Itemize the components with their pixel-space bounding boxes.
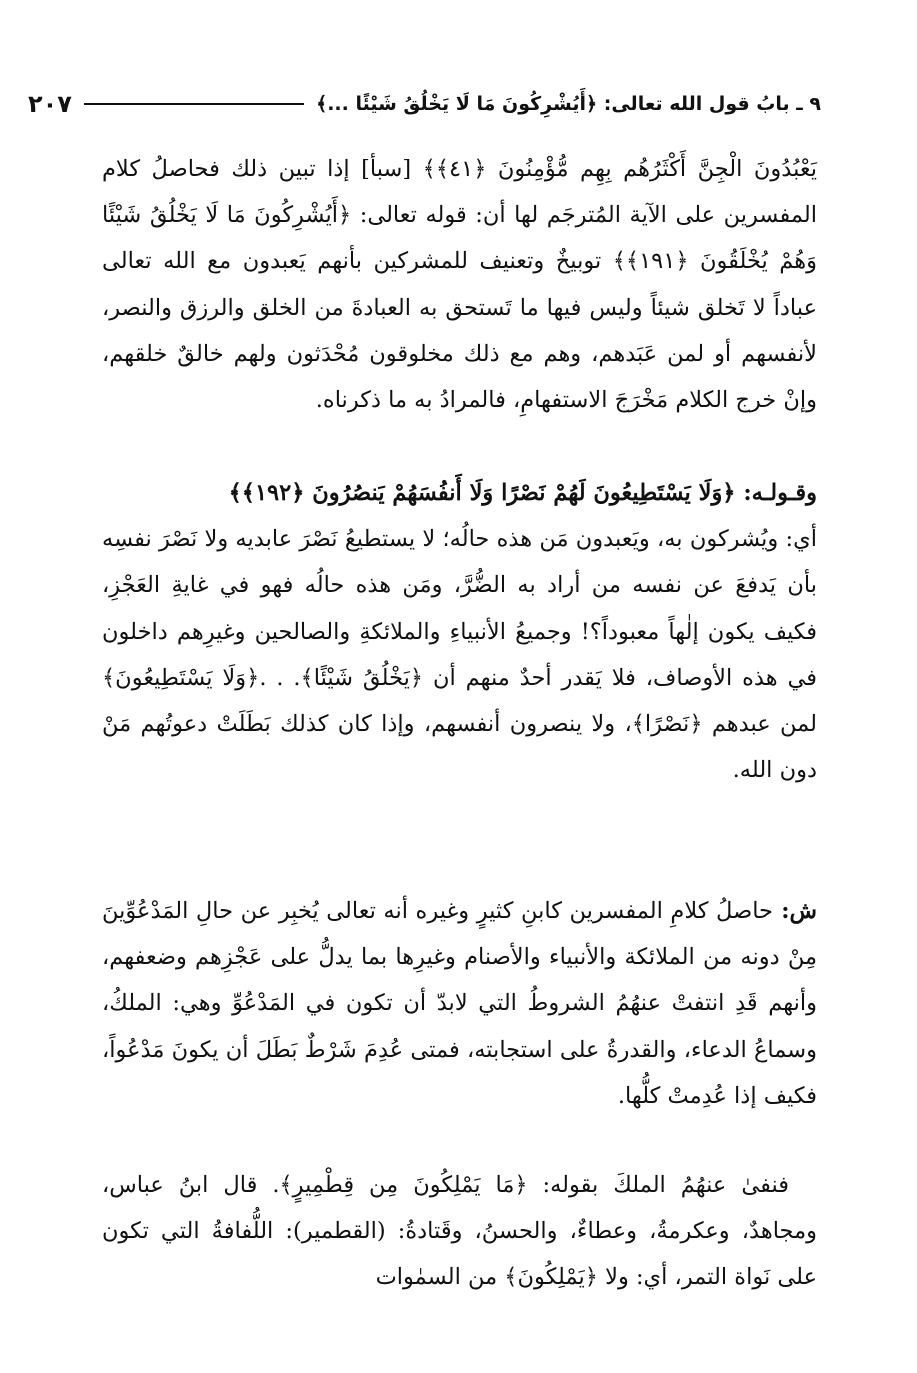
verse-text: ﴿وَلَا يَسْتَطِيعُونَ لَهُمْ نَصْرًا وَلَا أَنفُسَهُمْ يَنصُرُونَ ﴿١٩٢﴾﴾ [228,480,736,506]
verse-lead: وقـولـه: [735,480,817,506]
page-header [28,82,821,126]
running-head: ٩ ـ بابُ قول الله تعالى: ﴿أَيُشْرِكُونَ مَا لَا يَخْلُقُ شَيْئًا ...﴾ [316,93,821,115]
paragraph-4-text: فنفىٰ عنهُمُ الملكَ بقوله: ﴿مَا يَمْلِكُونَ مِن قِطْمِيرٍ﴾. قال ابنُ عباس، ومجاهدٌ، وعكرمةُ، وعطاءٌ، والحسنُ، وقَتادةُ: (القطمير): اللُّفافةُ التي تكون على نَواة التمر، أي: ولا ﴿يَمْلِكُونَ﴾ من السمٰوات [102,1172,817,1291]
paragraph-1-text: يَعْبُدُونَ الْجِنَّ أَكْثَرُهُم بِهِم مُّؤْمِنُونَ ﴿٤١﴾﴾ [سبأ] إذا تبين ذلك فحاصلُ كلام المفسرين على الآية المُترجَم لها أن: قوله تعالى: ﴿أَيُشْرِكُونَ مَا لَا يَخْلُقُ شَيْئًا وَهُمْ يُخْلَقُونَ ﴿١٩١﴾﴾ توبيخٌ وتعنيف للمشركين بأنهم يَعبدون مع الله تعالى عباداً لا تَخلق شيئاً وليس فيها ما تَستحق به العبادةَ من الخلق والرزق والنصر، لأنفسهم أو لمن عَبَدهم، وهم مع ذلك مخلوقون مُحْدَثون ولهم خالقٌ خلقهم، وإنْ خرج الكلام مَخْرَجَ الاستفهامِ، فالمرادُ به ما ذكرناه. [102,156,817,414]
verse-line [102,470,817,516]
commentary-body: حاصلُ كلامِ المفسرين كابنِ كثيرٍ وغيره أنه تعالى يُخبِر عن حالِ المَدْعُوِّينَ مِنْ دونه من الملائكة والأنبياء والأصنام وغيرِها بما يدلُّ على عَجْزِهم وضعفهم، وأنهم قَدِ انتفتْ عنهُمُ الشروطُ التي لابدّ أن تكون في المَدْعُوِّ وهي: الملكُ، وسماعُ الدعاء، والقدرةُ على استجابته، فمتى عُدِمَ شَرْطٌ بَطَلَ أن يكونَ مَدْعُواً، فكيف إذا عُدِمتْ كلُّها. [102,898,817,1109]
paragraph-1 [102,146,817,423]
paragraph-4 [102,1162,817,1301]
paragraph-2-text: أي: ويُشركون به، ويَعبدون مَن هذه حالُه؛ لا يستطيعُ نَصْرَ عابديه ولا نَصْرَ نفسِه بأن يَدفعَ عن نفسه من أراد به الضُّرَّ، ومَن هذه حالُه فهو في غايةِ العَجْزِ، فكيف يكون إلٰهاً معبوداً؟! وجميعُ الأنبياءِ والملائكةِ والصالحين وغيرِهم داخلون في هذه الأوصاف، فلا يَقدر أحدٌ منهم أن ﴿يَخْلُقُ شَيْئًا﴾. . .﴿وَلَا يَسْتَطِيعُونَ﴾ لمن عبدهم ﴿نَصْرًا﴾، ولا ينصرون أنفسهم، وإذا كان كذلك بَطَلَتْ دعوتُهم مَنْ دون الله. [102,526,818,784]
commentary-text [102,888,817,1119]
commentary-lead: ش: [772,898,817,924]
page-number: ٢٠٧ [28,90,72,118]
paragraph-2 [102,470,817,793]
header-rule [84,103,304,105]
commentary-paragraph [102,888,817,1119]
